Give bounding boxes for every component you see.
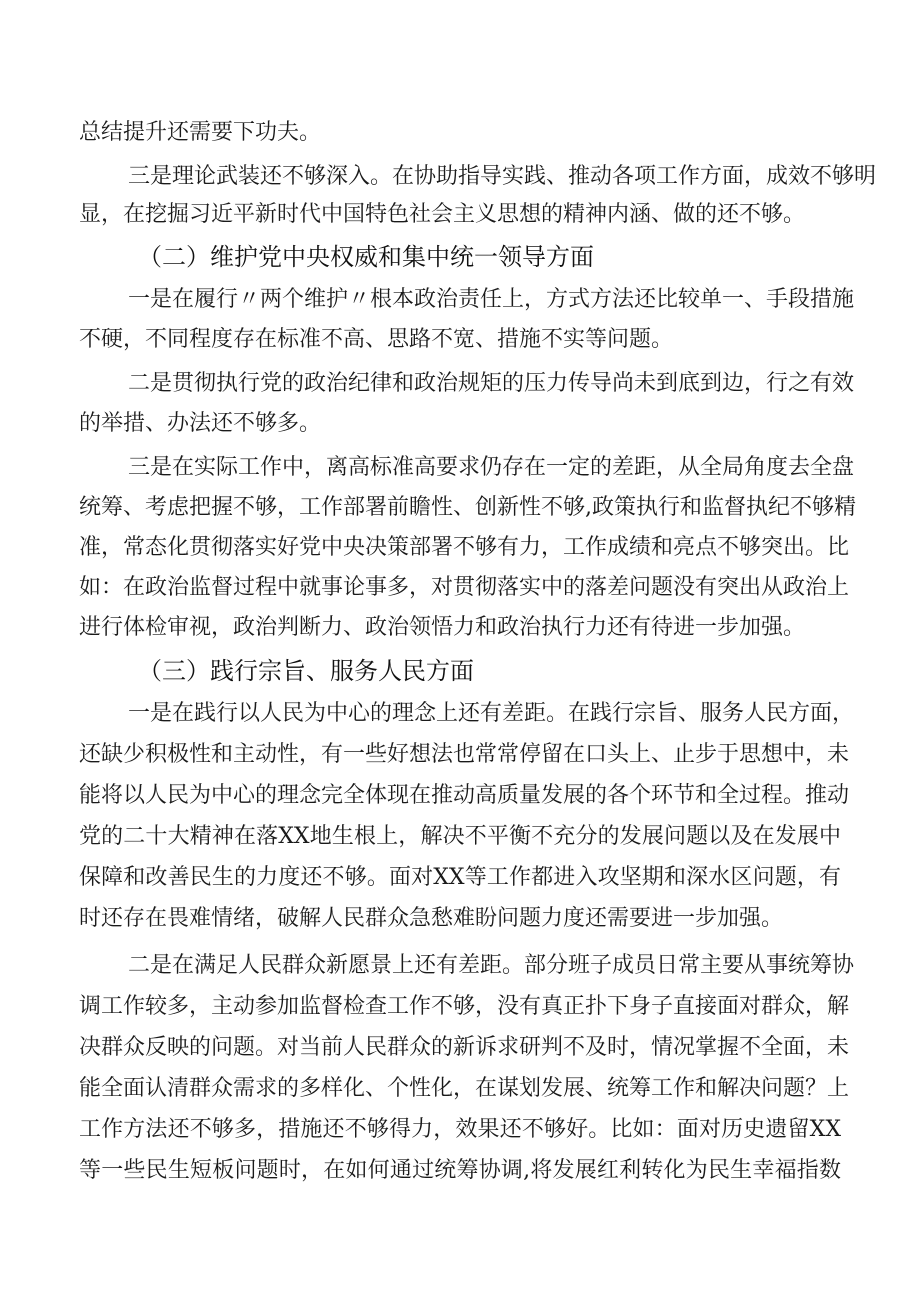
paragraph-line: 准，常态化贯彻落实好党中央决策部署不够有力，工作成绩和亮点不够突出。比 bbox=[79, 535, 850, 560]
paragraph-line: 显，在挖掘习近平新时代中国特色社会主义思想的精神内涵、做的还不够。 bbox=[79, 202, 806, 227]
paragraph-line: 能全面认清群众需求的多样化、个性化，在谋划发展、统筹工作和解决问题？上 bbox=[79, 1076, 850, 1101]
paragraph-line: 时还存在畏难情绪，破解人民群众急愁难盼问题力度还需要进一步加强。 bbox=[79, 906, 784, 931]
section-heading-2: （二）维护党中央权威和集中统一领导方面 bbox=[138, 243, 594, 271]
paragraph-line: 等一些民生短板问题时，在如何通过统筹协调,将发展红利转化为民生幸福指数 bbox=[79, 1158, 841, 1183]
paragraph-line: 党的二十大精神在落XX地生根上，解决不平衡不充分的发展问题以及在发展中 bbox=[79, 824, 841, 849]
paragraph-line: 工作方法还不够多，措施还不够得力，效果还不够好。比如：面对历史遗留XX bbox=[79, 1117, 841, 1142]
paragraph-line: 保障和改善民生的力度还不够。面对XX等工作都进入攻坚期和深水区问题，有 bbox=[79, 865, 841, 890]
paragraph-line: 一是在履行〃两个维护〃根本政治责任上，方式方法还比较单一、手段措施 bbox=[128, 287, 855, 312]
paragraph-line: 三是理论武装还不够深入。在协助指导实践、推动各项工作方面，成效不够明 bbox=[128, 164, 877, 189]
paragraph-line: 三是在实际工作中，离高标准高要求仍存在一定的差距，从全局角度去全盘 bbox=[128, 455, 855, 480]
paragraph-line: 如：在政治监督过程中就事论事多，对贯彻落实中的落差问题没有突出从政治上 bbox=[79, 575, 850, 600]
paragraph-line: 进行体检审视，政治判断力、政治领悟力和政治执行力还有待进一步加强。 bbox=[79, 615, 806, 640]
paragraph-line: 二是贯彻执行党的政治纪律和政治规矩的压力传导尚未到底到边，行之有效 bbox=[128, 371, 855, 396]
paragraph-line: 决群众反映的问题。对当前人民群众的新诉求研判不及时，情况掌握不全面，未 bbox=[79, 1035, 850, 1060]
paragraph-line: 能将以人民为中心的理念完全体现在推动高质量发展的各个环节和全过程。推动 bbox=[79, 783, 850, 808]
paragraph-line: 统筹、考虑把握不够，工作部署前瞻性、创新性不够,政策执行和监督执纪不够精 bbox=[79, 495, 856, 520]
intro-line: 总结提升还需要下功夫。 bbox=[79, 120, 322, 145]
paragraph-line: 还缺少积极性和主动性，有一些好想法也常常停留在口头上、止步于思想中，未 bbox=[79, 742, 850, 767]
paragraph-line: 不硬，不同程度存在标准不高、思路不宽、措施不实等问题。 bbox=[79, 327, 674, 352]
paragraph-line: 调工作较多，主动参加监督检查工作不够，没有真正扑下身子直接面对群众，解 bbox=[79, 994, 850, 1019]
section-heading-3: （三）践行宗旨、服务人民方面 bbox=[138, 657, 474, 685]
paragraph-line: 二是在满足人民群众新愿景上还有差距。部分班子成员日常主要从事统筹协 bbox=[128, 953, 855, 978]
paragraph-line: 的举措、办法还不够多。 bbox=[79, 411, 322, 436]
paragraph-line: 一是在践行以人民为中心的理念上还有差距。在践行宗旨、服务人民方面， bbox=[128, 701, 855, 726]
